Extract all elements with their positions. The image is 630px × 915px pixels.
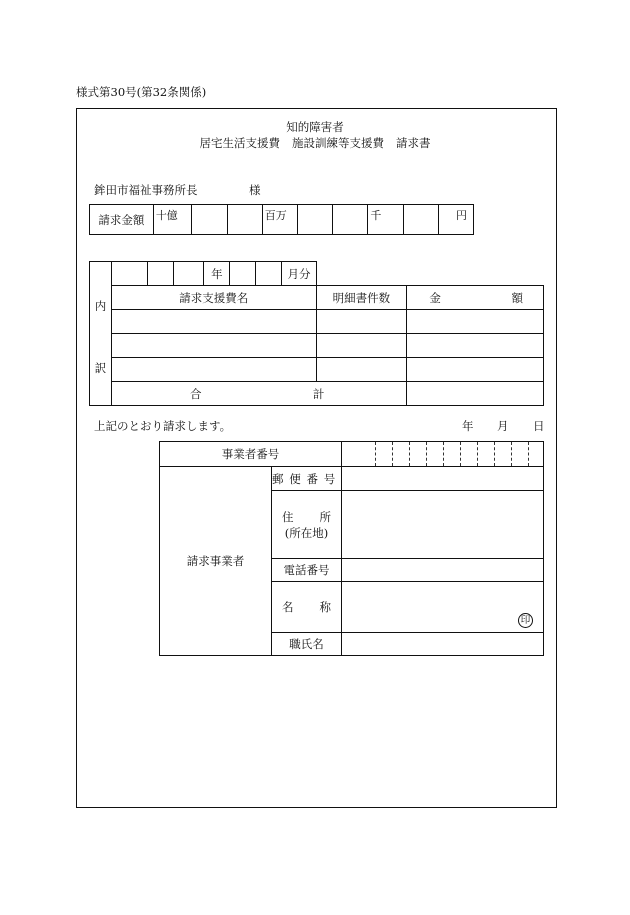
side-label-bottom: 訳 bbox=[94, 360, 107, 375]
form-number: 様式第30号(第32条関係) bbox=[76, 85, 207, 99]
side-label-top: 内 bbox=[94, 298, 107, 313]
amount-label: 請求金額 bbox=[90, 205, 154, 235]
address-label-1: 住 bbox=[282, 509, 294, 524]
business-number-digit[interactable] bbox=[495, 442, 512, 466]
title-line-1: 知的障害者 bbox=[286, 120, 344, 134]
name-field[interactable] bbox=[342, 582, 544, 633]
amount-digit[interactable] bbox=[403, 205, 438, 235]
period-row bbox=[89, 261, 317, 286]
honorific: 様 bbox=[249, 183, 261, 197]
date-month-label: 月 bbox=[497, 419, 509, 433]
title-line-2 bbox=[0, 135, 630, 151]
claimant-label: 請求事業者 bbox=[160, 467, 272, 656]
seal-mark: 印 bbox=[518, 613, 533, 628]
business-number-digit[interactable] bbox=[393, 442, 410, 466]
count-cell[interactable] bbox=[316, 334, 407, 358]
business-number-digit[interactable] bbox=[529, 442, 543, 466]
address-field[interactable] bbox=[342, 491, 544, 559]
breakdown-table bbox=[89, 285, 544, 406]
title-part-2: 施設訓練等支援費 bbox=[292, 136, 384, 150]
header-amount-1: 金 bbox=[429, 290, 441, 305]
business-number-field[interactable] bbox=[342, 442, 544, 467]
fee-name-cell[interactable] bbox=[111, 334, 316, 358]
business-number-digit[interactable] bbox=[478, 442, 495, 466]
total-left: 合 bbox=[189, 386, 202, 401]
title-part-1: 居宅生活支援費 bbox=[199, 136, 280, 150]
unit-million: 百万 bbox=[264, 209, 287, 222]
business-number-digit[interactable] bbox=[342, 442, 376, 466]
total-label bbox=[111, 382, 406, 406]
name-label-2: 称 bbox=[319, 600, 331, 614]
header-amount bbox=[407, 286, 544, 310]
phone-field[interactable] bbox=[342, 559, 544, 582]
header-fee-name: 請求支援費名 bbox=[111, 286, 316, 310]
amount-digit[interactable] bbox=[227, 205, 262, 235]
claim-statement: 上記のとおり請求します。 bbox=[94, 419, 232, 433]
amount-digit[interactable] bbox=[333, 205, 368, 235]
header-count: 明細書件数 bbox=[316, 286, 407, 310]
business-number-digit[interactable] bbox=[444, 442, 461, 466]
title-name-label: 職氏名 bbox=[272, 633, 342, 656]
period-month-digit[interactable] bbox=[256, 262, 282, 286]
address-label-3: (所在地) bbox=[284, 525, 329, 540]
period-year-label: 年 bbox=[204, 262, 230, 286]
period-month-digit[interactable] bbox=[230, 262, 256, 286]
amount-cell[interactable] bbox=[407, 310, 544, 334]
phone-label: 電話番号 bbox=[272, 559, 342, 582]
amount-digit[interactable] bbox=[297, 205, 332, 235]
amount-cell[interactable] bbox=[407, 358, 544, 382]
period-month-label: 月分 bbox=[282, 262, 317, 286]
addressee: 鉾田市福祉事務所長 bbox=[94, 183, 198, 197]
business-number-digit[interactable] bbox=[461, 442, 478, 466]
business-number-digit[interactable] bbox=[376, 442, 393, 466]
address-label bbox=[272, 491, 342, 559]
postal-field[interactable] bbox=[342, 467, 544, 491]
amount-digit[interactable] bbox=[262, 205, 297, 235]
unit-yen: 円 bbox=[456, 209, 467, 222]
amount-digit[interactable] bbox=[368, 205, 403, 235]
period-year-digit[interactable] bbox=[147, 262, 173, 286]
count-cell[interactable] bbox=[316, 310, 407, 334]
amount-digit[interactable] bbox=[192, 205, 227, 235]
name-label bbox=[272, 582, 342, 633]
address-label-2: 所 bbox=[319, 509, 331, 524]
postal-label: 郵便番号 bbox=[272, 467, 342, 491]
fee-name-cell[interactable] bbox=[111, 310, 316, 334]
period-year-digit[interactable] bbox=[173, 262, 204, 286]
amount-cell[interactable] bbox=[407, 334, 544, 358]
business-number-digit[interactable] bbox=[410, 442, 427, 466]
amount-table bbox=[89, 204, 474, 235]
total-amount-cell[interactable] bbox=[407, 382, 544, 406]
business-number-digit[interactable] bbox=[512, 442, 529, 466]
date-day-label: 日 bbox=[533, 419, 545, 433]
name-label-1: 名 bbox=[282, 600, 294, 614]
period-year-digit[interactable] bbox=[111, 262, 147, 286]
header-amount-2: 額 bbox=[511, 290, 523, 305]
business-number-digit[interactable] bbox=[427, 442, 444, 466]
business-number-label: 事業者番号 bbox=[160, 442, 342, 467]
breakdown-side-label bbox=[90, 286, 112, 406]
title-name-field[interactable] bbox=[342, 633, 544, 656]
amount-digit[interactable] bbox=[438, 205, 473, 235]
date-year-label: 年 bbox=[462, 419, 474, 433]
unit-billion: 十億 bbox=[155, 209, 178, 222]
title-part-3: 請求書 bbox=[396, 136, 431, 150]
amount-digit[interactable] bbox=[153, 205, 192, 235]
fee-name-cell[interactable] bbox=[111, 358, 316, 382]
breakdown-side-cell bbox=[90, 262, 112, 286]
total-right: 計 bbox=[312, 386, 325, 401]
unit-thousand: 千 bbox=[370, 209, 382, 222]
count-cell[interactable] bbox=[316, 358, 407, 382]
business-table bbox=[159, 441, 544, 656]
